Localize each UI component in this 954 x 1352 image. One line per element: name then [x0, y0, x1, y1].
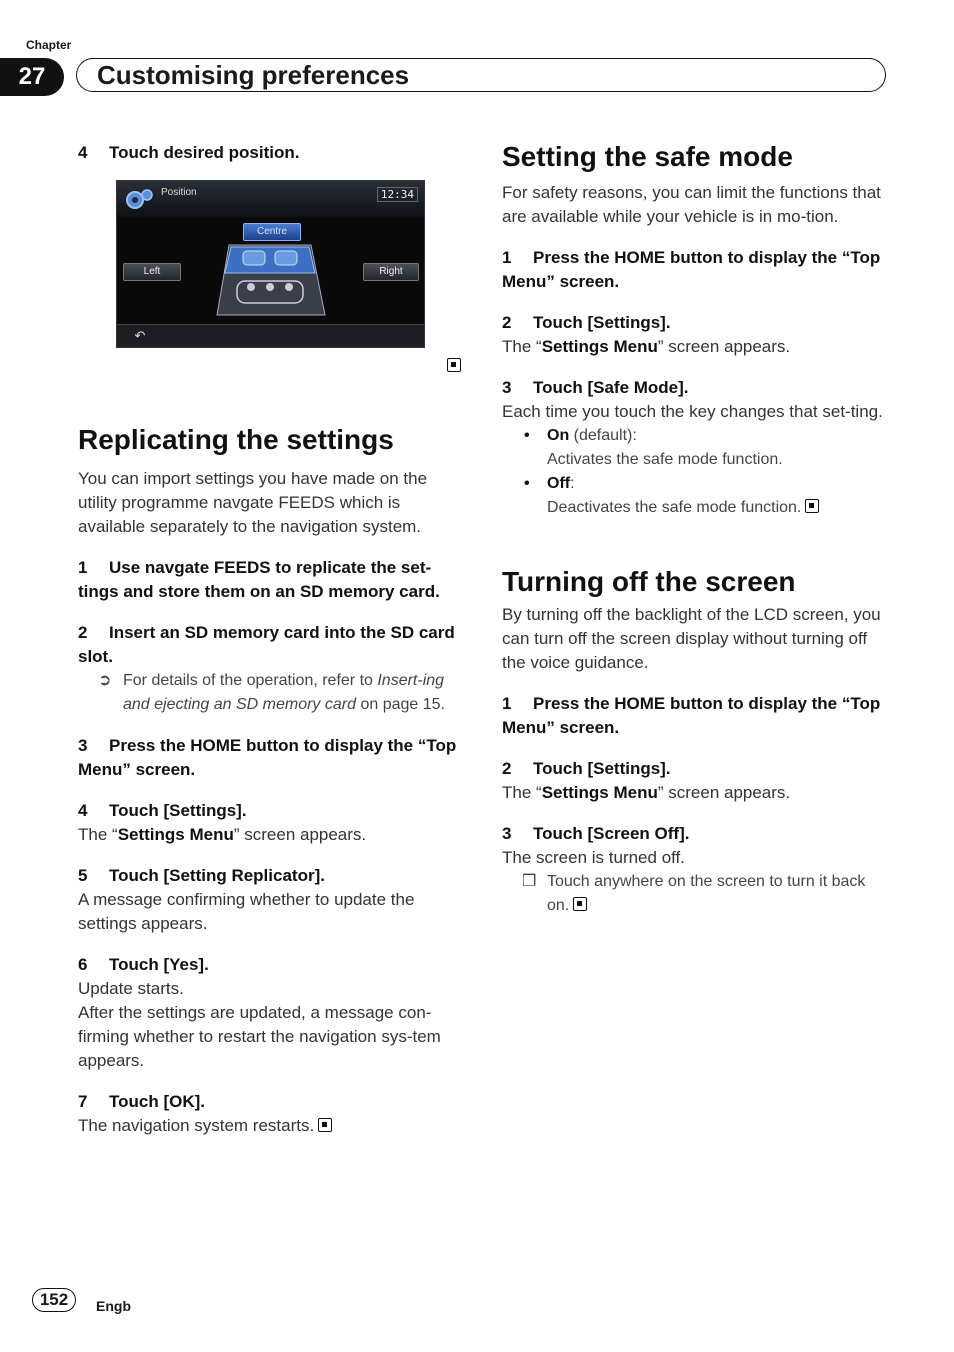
replicating-step-4: 4 Touch [Settings].: [78, 801, 247, 820]
replicating-step-3: 3 Press the HOME button to display the “Top Menu” screen.: [78, 736, 457, 779]
screen-off-step-3: 3 Touch [Screen Off].: [502, 824, 690, 843]
replicating-heading: Replicating the settings: [78, 424, 394, 455]
bullet-icon: •: [524, 475, 530, 492]
language-code: Engb: [96, 1298, 131, 1314]
screen-off-heading: Turning off the screen: [502, 566, 796, 597]
car-seats-diagram: [215, 243, 327, 317]
replicating-step-7-body: The navigation system restarts.: [78, 1114, 468, 1138]
page-number: 152: [32, 1288, 76, 1312]
end-mark-icon: [805, 499, 819, 513]
chapter-title: Customising preferences: [76, 58, 886, 92]
centre-button[interactable]: Centre: [243, 223, 301, 241]
note-reference: Insert-ing and ejecting an SD memory card: [123, 672, 445, 713]
screenshot-clock: 12:34: [377, 187, 418, 202]
bullet-icon: •: [524, 427, 530, 444]
safe-mode-intro: For safety reasons, you can limit the functions that are available while your vehicle is in mo-tion.: [502, 183, 881, 226]
safe-mode-option-off: • Off: Deactivates the safe mode function.: [502, 472, 892, 520]
safe-mode-heading: Setting the safe mode: [502, 141, 793, 172]
replicating-intro: You can import settings you have made on the utility programme navgate FEEDS which is available separately to the navigation system.: [78, 469, 428, 536]
chapter-number: 27: [0, 58, 64, 96]
left-column: [78, 141, 468, 165]
screen-off-step-1: 1 Press the HOME button to display the “Top Menu” screen.: [502, 694, 881, 737]
replicating-step-4-body: The “Settings Menu” screen appears.: [78, 825, 367, 844]
screenshot-title: Position: [161, 187, 197, 198]
right-button[interactable]: Right: [363, 263, 419, 281]
end-mark-icon: [573, 897, 587, 911]
back-arrow-icon[interactable]: ↶: [134, 328, 146, 343]
replicating-section: [78, 424, 468, 1138]
replicating-step-1: 1 Use navgate FEEDS to replicate the set-tings and store them on an SD memory card.: [78, 558, 440, 601]
replicating-step-5: 5 Touch [Setting Replicator].: [78, 866, 325, 885]
replicating-step-5-body: A message confirming whether to update the settings appears.: [78, 890, 415, 933]
replicating-step-7: 7 Touch [OK].: [78, 1092, 205, 1111]
position-screenshot: [116, 180, 425, 348]
left-button[interactable]: Left: [123, 263, 181, 281]
safe-mode-option-on: • On (default): Activates the safe mode function.: [502, 424, 892, 472]
settings-gear-icon: [121, 185, 155, 213]
replicating-step-2: 2 Insert an SD memory card into the SD card slot.: [78, 623, 455, 666]
replicating-note: ➲ For details of the operation, refer to Insert-ing and ejecting an SD memory card on page 15.: [78, 669, 468, 717]
screen-off-step-2-body: The “Settings Menu” screen appears.: [502, 783, 791, 802]
end-mark-icon: [318, 1118, 332, 1132]
screen-off-intro: By turning off the backlight of the LCD screen, you can turn off the screen display without turning off the voice guidance.: [502, 605, 881, 672]
step-touch-position: 4 Touch desired position.: [78, 143, 300, 162]
safe-mode-step-2: 2 Touch [Settings].: [502, 313, 671, 332]
screen-off-step-3-body: The screen is turned off.: [502, 848, 686, 867]
end-mark-icon: [447, 358, 461, 372]
chapter-label: Chapter: [26, 38, 72, 52]
replicating-step-6: 6 Touch [Yes].: [78, 955, 209, 974]
checkbox-icon: ❒: [522, 873, 537, 890]
safe-mode-step-3-body: Each time you touch the key changes that set-ting.: [502, 402, 883, 421]
safe-mode-step-1: 1 Press the HOME button to display the “Top Menu” screen.: [502, 248, 881, 291]
safe-mode-step-2-body: The “Settings Menu” screen appears.: [502, 337, 791, 356]
screen-off-step-2: 2 Touch [Settings].: [502, 759, 671, 778]
replicating-step-6-body-2: After the settings are updated, a message con-firming whether to restart the navigation sys-tem appears.: [78, 1003, 441, 1070]
screen-off-tip: ❒ Touch anywhere on the screen to turn it back on.: [502, 870, 892, 918]
right-column: [502, 141, 892, 918]
replicating-step-6-body-1: Update starts.: [78, 979, 184, 998]
safe-mode-step-3: 3 Touch [Safe Mode].: [502, 378, 689, 397]
arrow-icon: ➲: [98, 672, 112, 689]
screenshot-bottom-bar: [117, 324, 424, 347]
